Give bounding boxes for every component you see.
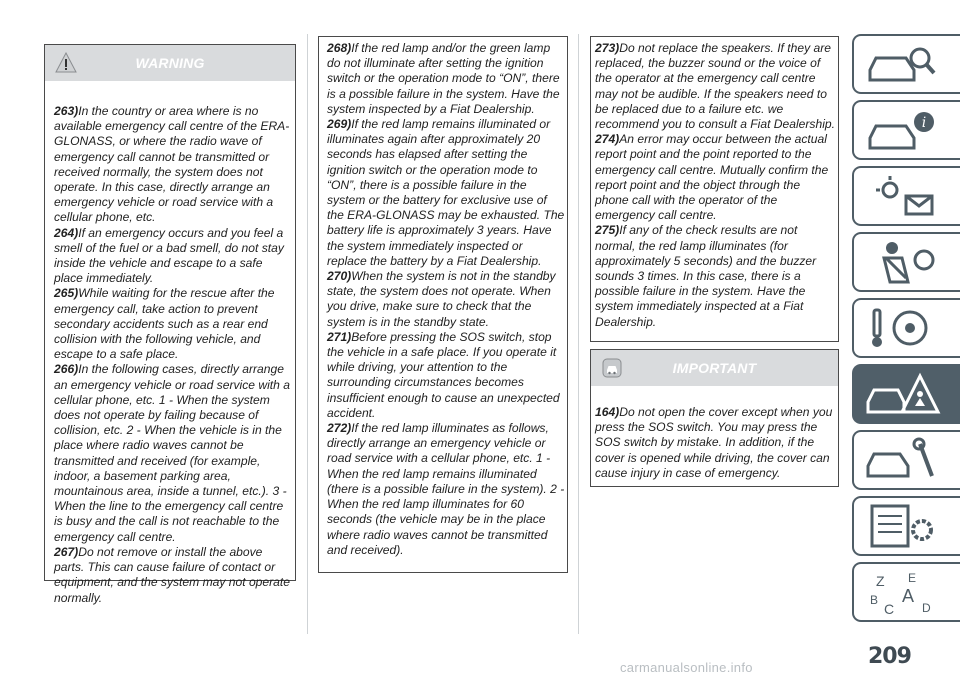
item-number: 272) — [327, 421, 352, 436]
item-text: While waiting for the rescue after the emergency call, take action to prevent secondary accidents such as a rear end collision with the following vehicle, and escape to a safe place. — [54, 286, 275, 362]
item-number: 265) — [54, 286, 79, 301]
svg-text:i: i — [921, 115, 927, 131]
list-item — [327, 41, 565, 117]
tab-index[interactable] — [852, 562, 960, 622]
svg-text:B: B — [870, 593, 879, 607]
list-item — [327, 330, 565, 421]
item-text: If the red lamp illuminates as follows, directly arrange an emergency vehicle or road service with a cellular phone, etc. 1 - When the red lamp remains illuminated (there is a possible failure in the system). 2 - When the red lamp illuminates for 60 seconds (the vehicle may be in the place where radio waves cannot be transmitted and received). — [327, 421, 565, 557]
column-divider — [578, 34, 579, 634]
alphabet-index-icon — [862, 568, 942, 616]
dashboard-lights-icon — [862, 172, 942, 220]
warning-continuation-box-right — [590, 36, 839, 342]
list-item — [54, 226, 294, 287]
item-text: An error may occur between the actual report point and the point reported to the emergency call centre. Mutually confirm the report point and the object through the phone call with the operator of the emergency call centre. — [595, 132, 829, 223]
tab-technical-data[interactable] — [852, 496, 960, 556]
svg-text:D: D — [922, 601, 931, 615]
important-header — [591, 350, 838, 386]
seatbelt-airbag-icon — [862, 238, 942, 286]
list-item — [327, 117, 565, 269]
tab-starting-driving[interactable] — [852, 298, 960, 358]
item-number: 267) — [54, 544, 79, 559]
warning-header — [45, 45, 295, 81]
warning-title: WARNING — [135, 55, 205, 71]
tab-dashboard-lights[interactable] — [852, 166, 960, 226]
item-text: When the system is not in the standby state, the system does not operate. When you drive, make sure to check that the system is in the standby state. — [327, 269, 556, 329]
item-text: If the red lamp remains illuminated or illuminates again after approximately 20 seconds has elapsed after setting the ignition switch or the operation mode to “ON”, there is a possible failure in the system or the battery for exclusive use of the ERA-GLONASS may be exhausted. The battery life is approximately 3 years. Have the system immediately inspected or replace the battery by a Fiat Dealership. — [327, 117, 565, 268]
item-number: 269) — [327, 117, 352, 132]
list-item — [327, 269, 565, 330]
item-number: 270) — [327, 269, 352, 284]
item-text: Do not open the cover except when you press the SOS switch. You may press the SOS switch by mistake. In addition, if the cover is opened while driving, the cover can cause injury in case of emergency. — [595, 405, 833, 480]
list-item — [327, 421, 565, 558]
svg-text:C: C — [884, 601, 895, 616]
svg-text:A: A — [902, 586, 915, 606]
warning-box — [44, 44, 296, 605]
item-text: If any of the check results are not normal, the red lamp illuminates (for approximately 5 seconds) and the buzzer sounds 3 times. In this case, there is a possible failure in the system. Have the system immediately inspected at a Fiat Dealership. — [595, 223, 817, 329]
list-item — [54, 362, 294, 544]
svg-text:E: E — [908, 571, 917, 585]
tab-servicing[interactable] — [852, 430, 960, 490]
important-body — [595, 405, 837, 481]
item-text: Before pressing the SOS switch, stop the vehicle in a safe place. If you operate it while driving, your attention to the surrounding circumstances becomes insufficient enough to cause an unexpected accident. — [327, 329, 560, 420]
tab-car-info[interactable] — [852, 100, 960, 160]
item-number: 274) — [595, 132, 620, 147]
item-number: 264) — [54, 225, 79, 240]
list-item — [595, 41, 837, 132]
tab-car-inspection[interactable] — [852, 34, 960, 94]
important-box — [590, 349, 839, 487]
car-wrench-icon — [862, 436, 942, 484]
item-number: 273) — [595, 41, 620, 55]
item-number: 263) — [54, 104, 79, 118]
item-number: 164) — [595, 405, 620, 419]
continuation-body-right — [595, 41, 837, 330]
item-number: 268) — [327, 41, 352, 55]
list-item — [54, 545, 294, 606]
car-info-icon — [862, 106, 942, 154]
warning-body — [54, 104, 294, 606]
svg-text:Z: Z — [876, 573, 885, 589]
footer-watermark: carmanualsonline.info — [620, 660, 753, 675]
important-title: IMPORTANT — [672, 360, 757, 376]
item-text: In the following cases, directly arrange an emergency vehicle or road service with a cellular phone, etc. 1 - When the system does not operate by failing because of collision, etc. 2 - When the vehicle is in the place where radio waves cannot be transmitted and received (for example, indoor, a basement parking area, mountainous area, inside a tunnel, etc.). 3 - When the line to the emergency call centre is busy and the call is not reachable to the emergency call centre. — [54, 362, 290, 544]
list-item — [595, 223, 837, 329]
continuation-body — [327, 41, 565, 558]
car-magnifier-icon — [862, 40, 942, 88]
item-text: If the red lamp and/or the green lamp do not illuminate after setting the ignition switch or the operation mode to “ON”, there is a possible failure in the system. Have the system inspected by a Fiat Dealership. — [327, 41, 560, 116]
item-text: If an emergency occurs and you feel a smell of the fuel or a bad smell, do not stay inside the vehicle and escape to a safe place immediately. — [54, 225, 284, 286]
tab-in-an-emergency[interactable] — [852, 364, 960, 424]
list-item — [595, 405, 837, 481]
item-text: Do not remove or install the above parts. This can cause failure of contact or equipment, and the system may not operate normally. — [54, 544, 290, 605]
checklist-gear-icon — [862, 502, 942, 550]
column-divider — [307, 34, 308, 634]
item-text: Do not replace the speakers. If they are replaced, the buzzer sound or the voice of the operator at the emergency call centre may not be audible. If the speakers need to be replaced due to a failure etc. we recommend you to consult a Fiat Dealership. — [595, 41, 835, 132]
item-number: 271) — [327, 329, 352, 344]
list-item — [595, 132, 837, 223]
list-item — [54, 286, 294, 362]
item-number: 266) — [54, 362, 79, 377]
list-item — [54, 104, 294, 226]
car-warning-triangle-icon — [862, 370, 942, 418]
tab-safety[interactable] — [852, 232, 960, 292]
key-steering-wheel-icon — [862, 304, 942, 352]
item-number: 275) — [595, 223, 620, 238]
item-text: In the country or area where is no available emergency call centre of the ERA-GLONASS, or where the radio wave of emergency call cannot be transmitted or received normally, the system does not operate. In this case, directly arrange an emergency vehicle or road service with a cellular phone, etc. — [54, 104, 290, 225]
page-number: 209 — [868, 644, 911, 669]
warning-continuation-box — [318, 36, 568, 573]
